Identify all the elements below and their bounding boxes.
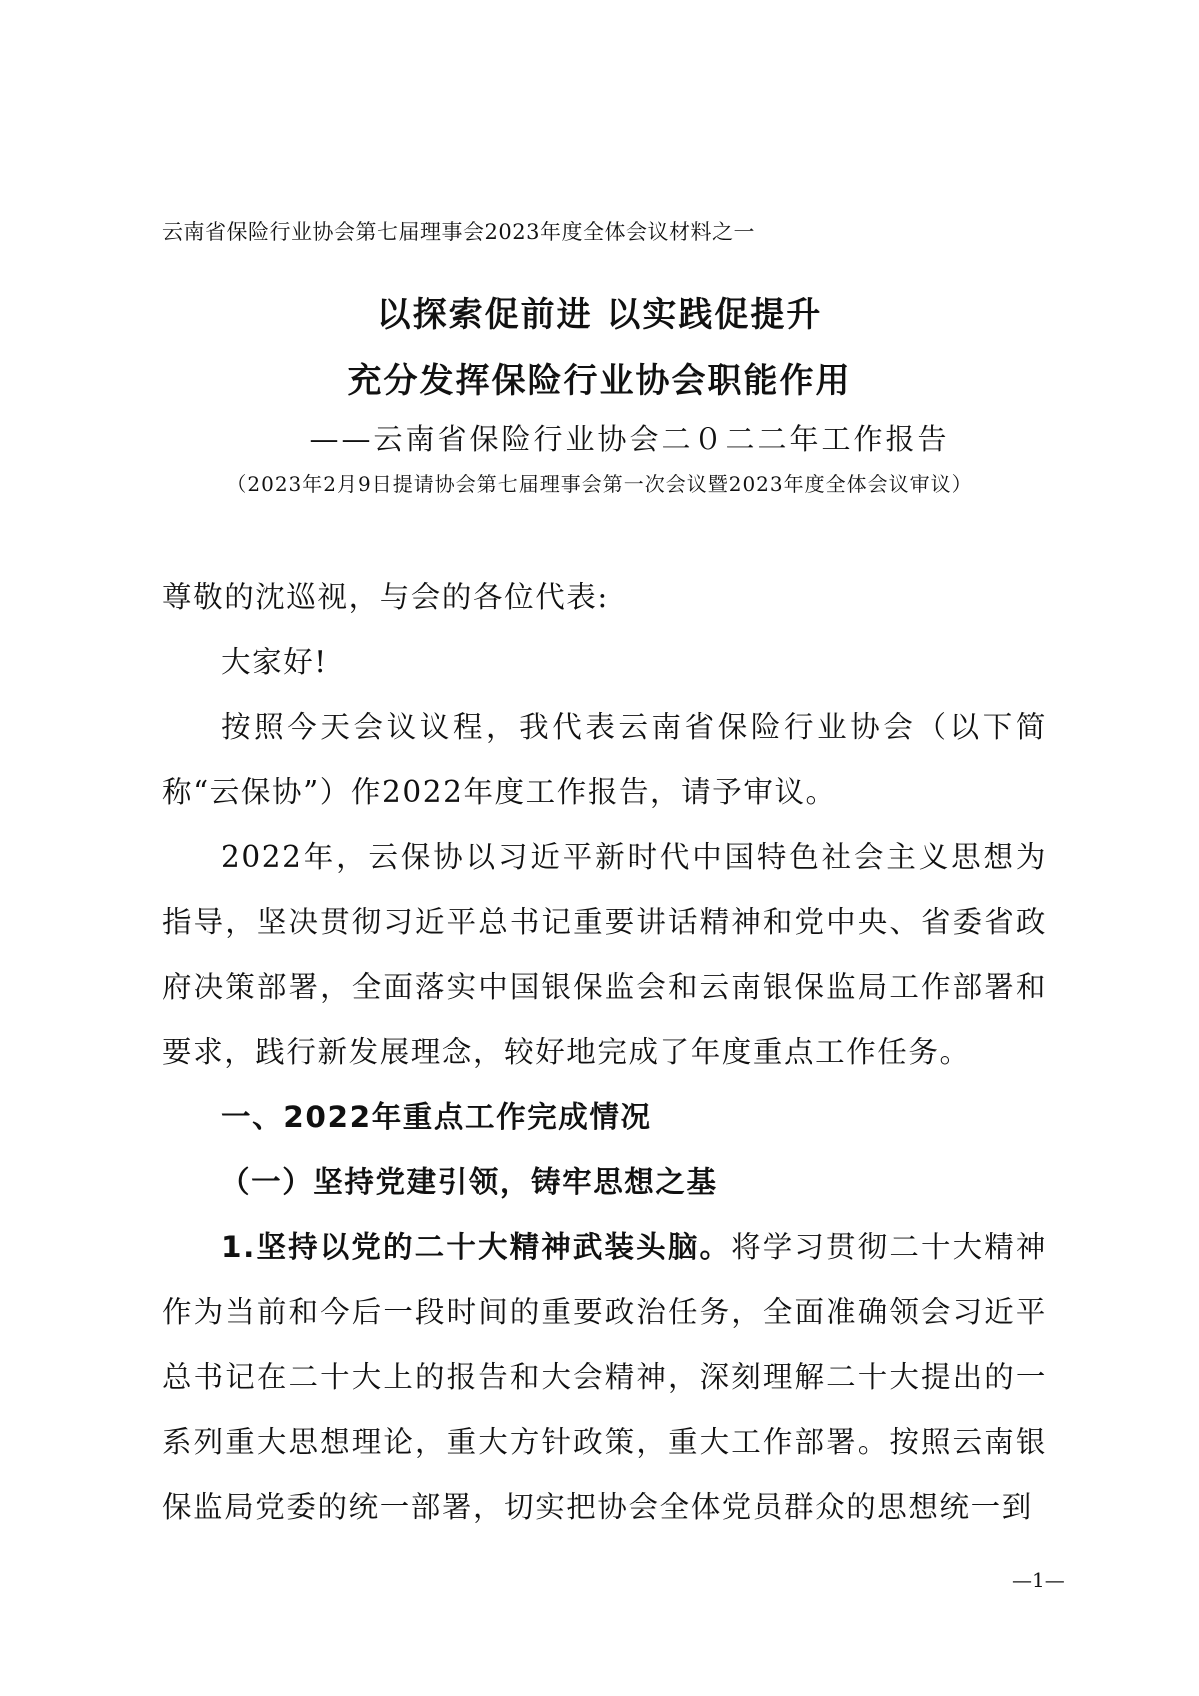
page-number: —1— (1012, 1568, 1065, 1592)
subsection-heading: （一）坚持党建引领，铸牢思想之基 (220, 1165, 718, 1199)
report-subtitle: ——云南省保险行业协会二０二二年工作报告 (309, 422, 950, 456)
report-title-line-1: 以探索促前进 以实践促提升 (376, 295, 823, 335)
submission-note: （2023年2月9日提请协会第七届理事会第一次会议暨2023年度全体会议审议） (226, 472, 973, 496)
paragraph-overview: 2022年，云保协以习近平新时代中国特色社会主义思想为指导，坚决贯彻习近平总书记重要讲话精神和党中央、省委省政府决策部署，全面落实中国银保监会和云南银保监局工作部署和要求，践行新发展理念，较好地完成了年度重点工作任务。 (162, 840, 1047, 1069)
section-heading: 一、2022年重点工作完成情况 (221, 1100, 652, 1134)
item-lead: 1.坚持以党的二十大精神武装头脑。 (221, 1230, 732, 1264)
paragraph-agenda: 按照今天会议议程，我代表云南省保险行业协会（以下简称“云保协”）作2022年度工作报告，请予审议。 (162, 710, 1047, 809)
salutation: 尊敬的沈巡视，与会的各位代表: (162, 580, 609, 614)
item-text: 将学习贯彻二十大精神作为当前和今后一段时间的重要政治任务，全面准确领会习近平总书记在二十大上的报告和大会精神，深刻理解二十大提出的一系列重大思想理论，重大方针政策，重大工作部署。按照云南银保监局党委的统一部署，切实把协会全体党员群众的思想统一到 (162, 1230, 1047, 1524)
report-body (162, 565, 1047, 1540)
report-title-line-2: 充分发挥保险行业协会职能作用 (347, 361, 852, 401)
item-paragraph (162, 1215, 1047, 1540)
meeting-material-caption: 云南省保险行业协会第七届理事会2023年度全体会议材料之一 (162, 220, 755, 244)
greeting: 大家好! (221, 645, 328, 679)
